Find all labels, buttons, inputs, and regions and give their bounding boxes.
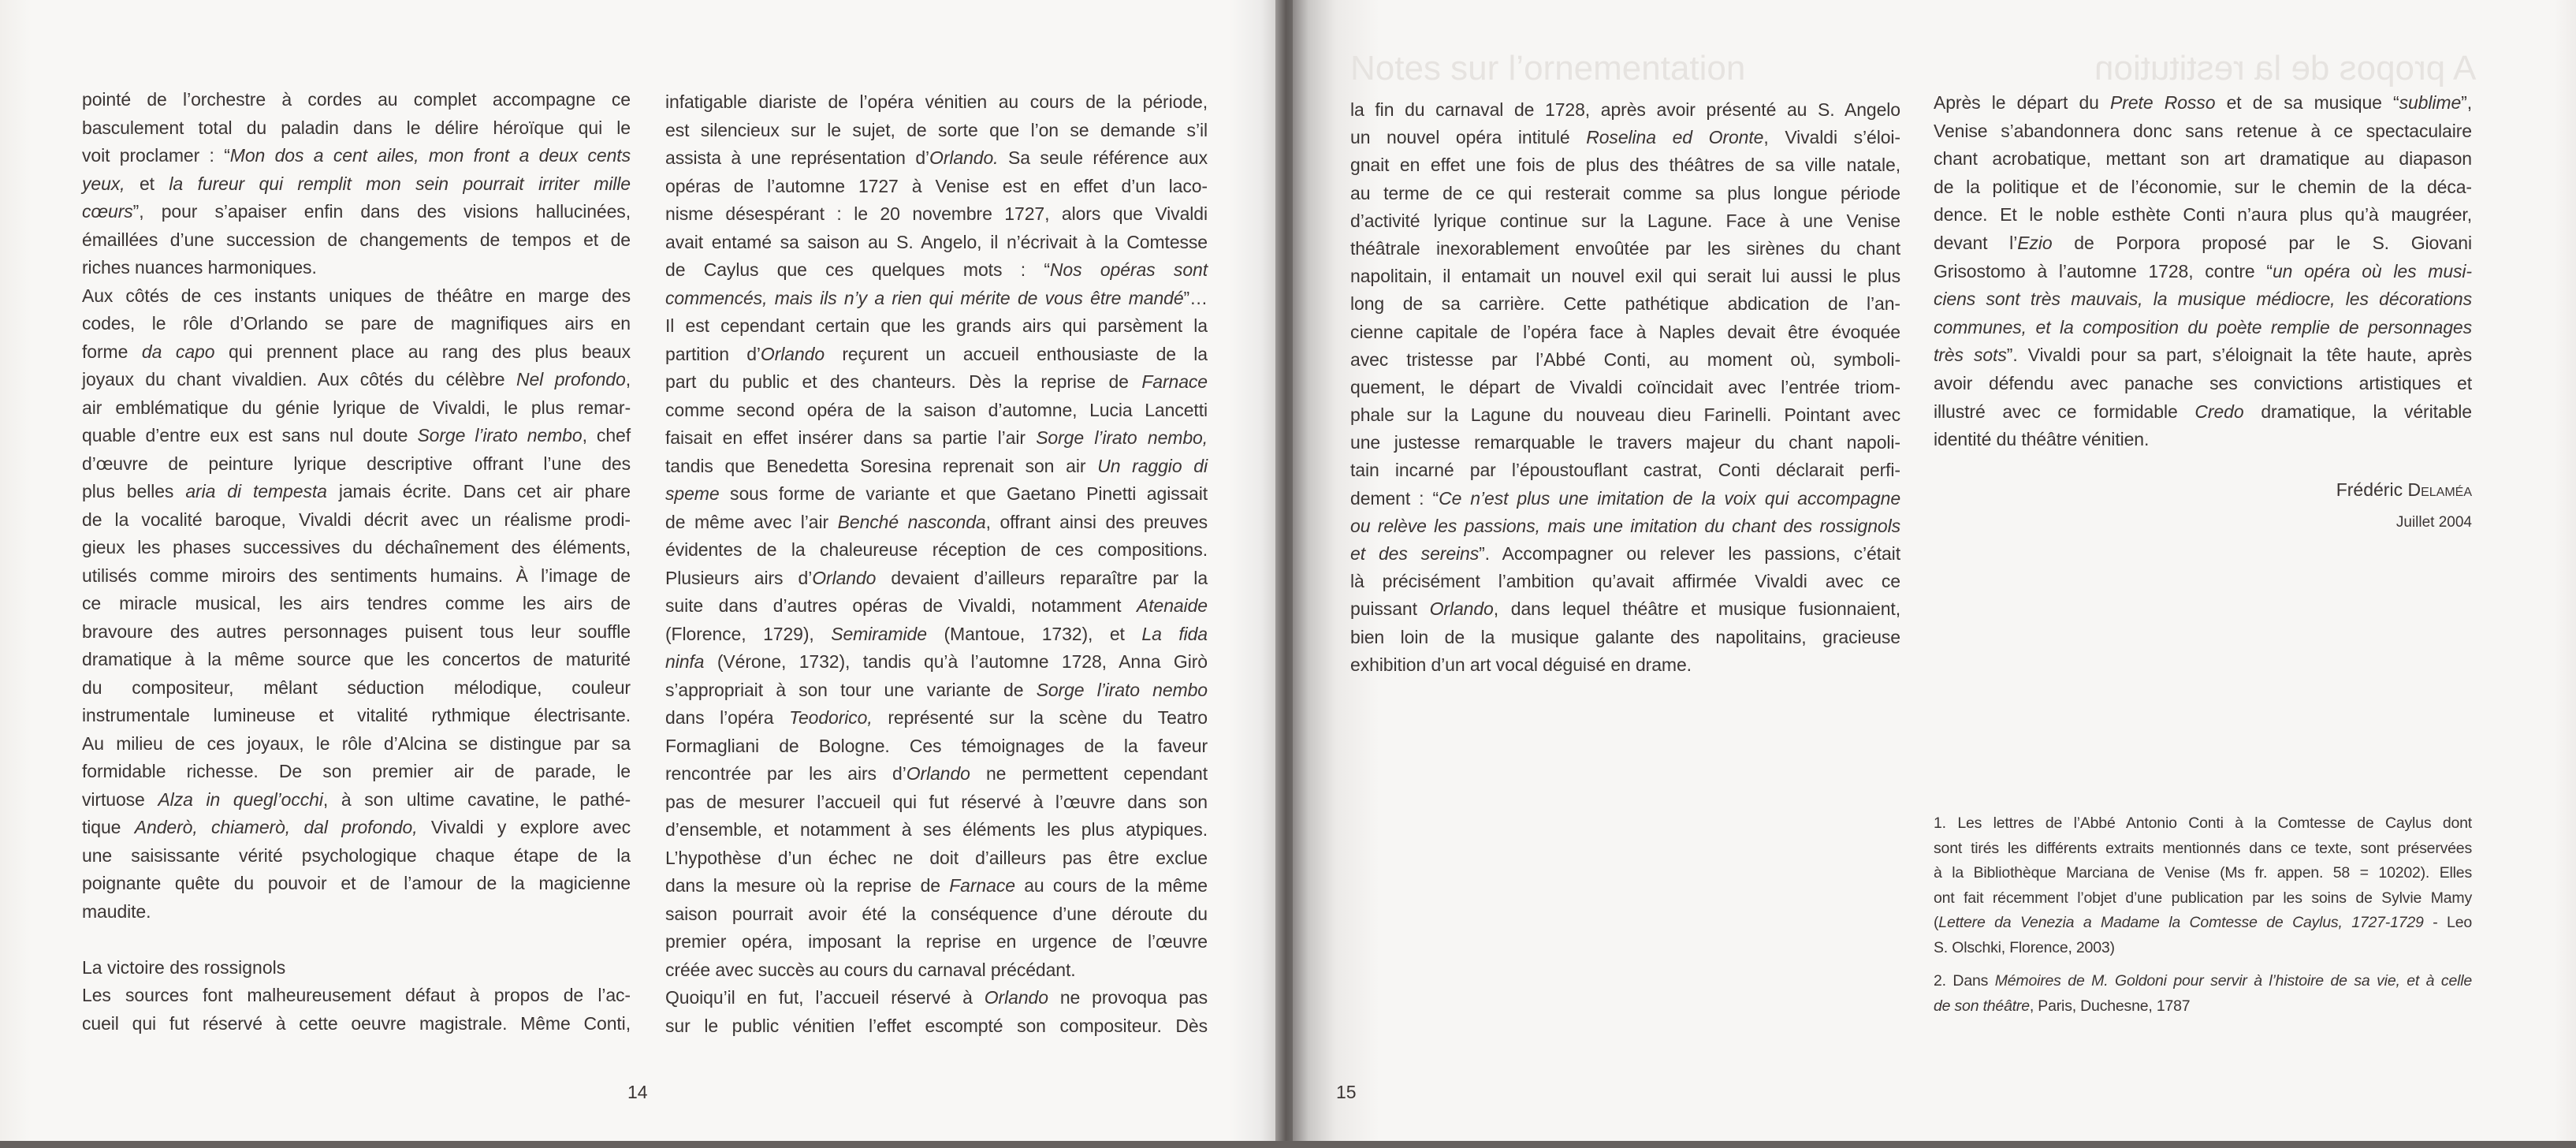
text-line bbox=[82, 366, 631, 394]
text-line bbox=[82, 114, 631, 143]
text-line bbox=[1934, 258, 2472, 286]
page-number: 15 bbox=[1336, 1082, 1357, 1102]
text-run: et bbox=[125, 173, 169, 194]
text-run: de la politique et de l’économie, sur le chemin de la déca- bbox=[1934, 176, 2472, 197]
text-run: partition d’ bbox=[665, 343, 761, 364]
italic-text-run: Orlando bbox=[760, 343, 825, 364]
text-line bbox=[665, 200, 1208, 229]
text-run: identité du théâtre vénitien. bbox=[1934, 429, 2150, 450]
text-line bbox=[82, 618, 631, 647]
text-line bbox=[82, 142, 631, 170]
text-line bbox=[1350, 401, 1900, 429]
text-run: maudite. bbox=[82, 900, 151, 922]
text-run: comme second opéra de la saison d’automne, Lucia Lancetti bbox=[665, 399, 1208, 420]
text-line bbox=[665, 88, 1208, 117]
italic-text-run: cœurs bbox=[82, 201, 133, 222]
author-signature bbox=[1934, 479, 2472, 501]
text-column-4 bbox=[1934, 89, 2472, 454]
text-line bbox=[665, 424, 1208, 453]
text-line bbox=[1350, 540, 1900, 568]
text-run: formidable richesse. De son premier air de parade, le bbox=[82, 761, 631, 781]
italic-text-run: Sorge l’irato nembo, bbox=[1036, 427, 1208, 448]
text-line bbox=[1934, 861, 2472, 886]
text-run: , Paris, Duchesne, 1787 bbox=[2029, 997, 2191, 1015]
text-line bbox=[665, 397, 1208, 425]
text-run: utilisés comme miroirs des sentiments humains. À l’image de bbox=[82, 565, 631, 586]
text-run: émaillées d’une succession de changements de tempos et de bbox=[82, 229, 631, 250]
italic-text-run: speme bbox=[665, 483, 720, 504]
italic-text-run: Orlando bbox=[984, 987, 1048, 1008]
column-1-paragraph-after-heading bbox=[82, 982, 631, 1038]
italic-text-run: un opéra où les musi- bbox=[2272, 260, 2472, 281]
text-line bbox=[1934, 370, 2472, 398]
text-line bbox=[665, 368, 1208, 397]
text-line bbox=[1350, 290, 1900, 318]
text-line bbox=[665, 704, 1208, 732]
text-run: long de sa carrière. Cette pathétique abdication de l’an- bbox=[1350, 293, 1900, 315]
text-run: d’œuvre de peinture lyrique descriptive offrant l’une des bbox=[82, 453, 631, 474]
text-line bbox=[1350, 319, 1900, 346]
text-run: ”, pour s’apaiser enfin dans des visions hallucinées, bbox=[132, 201, 631, 222]
text-run: ”, bbox=[2461, 92, 2472, 113]
text-run: tique bbox=[82, 817, 135, 837]
text-line bbox=[1934, 285, 2472, 314]
text-run: riches nuances harmoniques. bbox=[82, 257, 317, 278]
text-run: à la Bibliothèque Marciana de Venise (Ms fr. appen. 58 = 10202). Elles bbox=[1934, 864, 2472, 882]
text-line bbox=[82, 338, 631, 367]
text-run: saison pourrait avoir été la conséquence d’une déroute du bbox=[665, 903, 1208, 924]
text-run: quable d’entre eux est sans nul doute bbox=[82, 425, 418, 445]
text-run: forme bbox=[82, 341, 142, 362]
text-run: poignante quête du pouvoir et de l’amour de la magicienne bbox=[82, 873, 631, 893]
text-line bbox=[82, 814, 631, 842]
book-gutter bbox=[1275, 0, 1293, 1141]
italic-text-run: très sots bbox=[1934, 345, 2007, 366]
italic-text-run: communes, et la composition du poète remplie de personnages bbox=[1934, 316, 2472, 337]
text-run: au terme de ce qui resterait comme sa plus longue période bbox=[1350, 182, 1900, 203]
text-line bbox=[1350, 207, 1900, 235]
text-line bbox=[82, 506, 631, 535]
text-run: sous forme de variante et que Gaetano Pinetti agissait bbox=[719, 483, 1208, 504]
text-line bbox=[1934, 341, 2472, 370]
text-line bbox=[665, 984, 1208, 1012]
text-run: air emblématique du génie lyrique de Vivaldi, le plus remar- bbox=[82, 397, 631, 418]
text-column-3 bbox=[1350, 96, 1900, 679]
text-run: Sa seule référence aux bbox=[998, 147, 1208, 168]
text-line bbox=[1350, 151, 1900, 179]
text-line bbox=[82, 478, 631, 506]
text-run: 1. Les lettres de l’Abbé Antonio Conti à la Comtesse de Caylus dont bbox=[1934, 814, 2472, 832]
footnote-1 bbox=[1934, 811, 2472, 961]
text-line bbox=[665, 509, 1208, 537]
text-line bbox=[1350, 457, 1900, 484]
text-line bbox=[665, 144, 1208, 173]
text-run: , à son ultime cavatine, le pathé- bbox=[322, 788, 631, 810]
text-line bbox=[665, 173, 1208, 201]
text-line bbox=[82, 422, 631, 450]
text-run: premier opéra, imposant la reprise en urgence de l’œuvre bbox=[665, 931, 1208, 952]
text-run: ( bbox=[1934, 914, 1939, 932]
italic-text-run: Nos opéras sont bbox=[1049, 259, 1208, 280]
text-run: Après le départ du bbox=[1934, 92, 2111, 113]
text-line bbox=[1934, 994, 2472, 1019]
text-line bbox=[665, 648, 1208, 676]
italic-text-run: ninfa bbox=[665, 651, 705, 672]
text-run: ont fait récemment l’objet d’une publication par les soins de Sylvie Mamy bbox=[1934, 889, 2472, 907]
text-run: Grisostomo à l’automne 1728, contre “ bbox=[1934, 260, 2273, 281]
text-line bbox=[665, 536, 1208, 565]
text-column-2 bbox=[665, 88, 1208, 1040]
italic-text-run: Sorge l’irato nembo bbox=[1036, 679, 1208, 700]
text-run: d’ensemble, et notamment à ses éléments les plus atypiques. bbox=[665, 819, 1208, 840]
italic-text-run: Roselina ed Oronte bbox=[1586, 127, 1764, 148]
text-run: instrumentale lumineuse et vitalité rythmique électrisante. bbox=[82, 705, 631, 725]
text-line bbox=[82, 870, 631, 898]
text-line bbox=[665, 341, 1208, 369]
text-run: Formagliani de Bologne. Ces témoignages de la faveur bbox=[665, 735, 1208, 756]
show-through-heading: Notes sur l’ornementation bbox=[1350, 49, 1746, 88]
text-line bbox=[1350, 651, 1900, 679]
text-run: Plusieurs airs d’ bbox=[665, 567, 813, 588]
italic-text-run: Alza in quegl’occhi bbox=[158, 788, 323, 810]
text-line bbox=[665, 480, 1208, 509]
text-run: avait entamé sa saison au S. Angelo, il n’écrivait à la Comtesse bbox=[665, 231, 1208, 252]
text-run: du compositeur, mêlant séduction mélodique, couleur bbox=[82, 676, 631, 698]
text-run: bien loin de la musique galante des napolitains, gracieuse bbox=[1350, 626, 1900, 647]
text-run: - Leo bbox=[2423, 914, 2472, 932]
text-line bbox=[1934, 911, 2472, 936]
italic-text-run: Farnace bbox=[949, 875, 1015, 896]
text-line bbox=[1350, 624, 1900, 651]
text-run: chant acrobatique, mettant son art dramatique au diapason bbox=[1934, 148, 2472, 170]
text-column-1 bbox=[82, 86, 631, 1038]
text-run: s’appropriait à son tour une variante de bbox=[665, 679, 1037, 700]
italic-text-run: Nel profondo bbox=[516, 369, 626, 390]
text-run: créée avec succès au cours du carnaval précédant. bbox=[665, 959, 1076, 980]
text-line bbox=[1934, 811, 2472, 837]
text-run: dans la mesure où la reprise de bbox=[665, 875, 950, 896]
text-run: dramatique, la véritable bbox=[2243, 401, 2472, 422]
text-run: qui prennent place au rang des plus beaux bbox=[214, 341, 631, 362]
text-run: jamais écrite. Dans cet air phare bbox=[326, 481, 631, 501]
text-run: , chef bbox=[582, 425, 631, 445]
text-run: assista à une représentation d’ bbox=[665, 147, 930, 168]
text-run: suite dans d’autres opéras de Vivaldi, notamment bbox=[665, 595, 1137, 616]
text-run: faisait en effet insérer dans sa partie l’air bbox=[665, 427, 1037, 448]
text-run: devant l’ bbox=[1934, 232, 2018, 253]
italic-text-run: Ezio bbox=[2017, 232, 2053, 253]
text-line bbox=[1350, 429, 1900, 457]
text-run: napolitain, il entamait un nouvel exil qui serait lui aussi le plus bbox=[1350, 266, 1900, 287]
text-run: une justesse remarquable le travers majeur du chant napoli- bbox=[1350, 432, 1900, 453]
italic-text-run: Atenaide bbox=[1137, 595, 1208, 616]
italic-text-run: yeux, bbox=[82, 173, 125, 194]
text-line bbox=[1350, 96, 1900, 124]
text-run: tandis que Benedetta Soresina reprenait son air bbox=[665, 455, 1098, 476]
text-run: virtuose bbox=[82, 788, 158, 810]
italic-text-run: Mon dos a cent ailes, mon front a deux cents bbox=[229, 145, 631, 166]
text-line bbox=[82, 758, 631, 786]
text-line bbox=[82, 1010, 631, 1038]
text-run: un nouvel opéra intitulé bbox=[1350, 127, 1587, 148]
text-line bbox=[665, 788, 1208, 817]
text-line bbox=[1350, 180, 1900, 207]
text-line bbox=[1934, 145, 2472, 173]
text-line bbox=[1350, 485, 1900, 512]
text-line bbox=[1934, 936, 2472, 961]
text-line bbox=[82, 730, 631, 758]
text-run: voit proclamer : “ bbox=[82, 145, 230, 166]
text-run: exhibition d’un art vocal déguisé en drame. bbox=[1350, 654, 1692, 675]
page-number: 14 bbox=[627, 1082, 648, 1102]
text-line bbox=[1934, 886, 2472, 911]
text-line bbox=[665, 285, 1208, 313]
italic-text-run: aria di tempesta bbox=[185, 481, 327, 501]
text-line bbox=[1350, 595, 1900, 623]
text-run: ce miracle musical, les airs tendres comme les airs de bbox=[82, 593, 631, 613]
text-run: 2. Dans bbox=[1934, 972, 1995, 990]
text-line bbox=[665, 956, 1208, 985]
text-run: (Vérone, 1732), tandis qu’à l’automne 1728, Anna Girò bbox=[704, 651, 1208, 672]
italic-text-run: Orlando. bbox=[929, 147, 999, 168]
text-line bbox=[1350, 346, 1900, 374]
text-line bbox=[82, 562, 631, 591]
text-line bbox=[82, 394, 631, 423]
text-run: représenté sur la scène du Teatro bbox=[872, 707, 1208, 728]
text-run: de la vocalité baroque, Vivaldi décrit avec un réalisme prodi- bbox=[82, 509, 631, 530]
italic-text-run: Mémoires de M. Goldoni pour servir à l’histoire de sa vie, et à celle bbox=[1994, 972, 2472, 990]
italic-text-run: Ce n’est plus une imitation de la voix qui accompagne bbox=[1439, 487, 1901, 509]
text-run: gieux les phases successives du déchaînement des éléments, bbox=[82, 537, 631, 557]
text-line bbox=[1350, 235, 1900, 263]
text-run: ne permettent cependant bbox=[970, 763, 1208, 784]
text-line bbox=[665, 900, 1208, 929]
text-line bbox=[1350, 124, 1900, 151]
text-run: Les sources font malheureusement défaut à propos de l’ac- bbox=[82, 985, 631, 1005]
text-line bbox=[82, 86, 631, 114]
text-line bbox=[82, 842, 631, 870]
text-run: phale sur la Lagune du nouveau dieu Farinelli. Pointant avec bbox=[1350, 404, 1900, 426]
text-run: Vivaldi y explore avec bbox=[417, 817, 631, 837]
text-run: plus belles bbox=[82, 481, 186, 501]
italic-text-run: sublime bbox=[2399, 92, 2462, 113]
italic-text-run: Farnace bbox=[1141, 371, 1208, 392]
text-line bbox=[665, 1012, 1208, 1041]
text-line bbox=[82, 450, 631, 479]
text-run: Aux côtés de ces instants uniques de théâtre en marge des bbox=[82, 285, 631, 306]
text-line bbox=[1934, 173, 2472, 202]
text-line bbox=[665, 928, 1208, 956]
text-line bbox=[82, 254, 631, 282]
text-run: Il est cependant certain que les grands airs qui parsèment la bbox=[665, 315, 1208, 336]
text-run: L’hypothèse d’un échec ne doit d’ailleurs pas être exclue bbox=[665, 847, 1208, 868]
text-run: (Florence, 1729), bbox=[665, 623, 832, 644]
text-run: codes, le rôle d’Orlando se pare de magnifiques airs en bbox=[82, 313, 631, 334]
text-line bbox=[665, 592, 1208, 621]
text-run: une saisissante vérité psychologique chaque étape de la bbox=[82, 844, 631, 866]
text-run: ”. Vivaldi pour sa part, s’éloignait la tête haute, après bbox=[2006, 345, 2472, 366]
text-run: , bbox=[625, 369, 631, 390]
text-line bbox=[665, 816, 1208, 844]
text-run: est silencieux sur le sujet, de sorte que l’on se demande s’il bbox=[665, 119, 1208, 140]
text-run: là précisément l’ambition qu’avait affirmée Vivaldi avec ce bbox=[1350, 571, 1900, 592]
italic-text-run: La fida bbox=[1141, 623, 1208, 644]
text-line bbox=[665, 760, 1208, 788]
text-line bbox=[665, 676, 1208, 705]
text-line bbox=[1934, 314, 2472, 342]
signature-date: Juillet 2004 bbox=[2395, 514, 2472, 531]
text-run: gnait en effet une fois de plus des théâtres de sa ville natale, bbox=[1350, 155, 1900, 176]
text-run: au cours de la même bbox=[1014, 875, 1208, 896]
text-line bbox=[665, 117, 1208, 145]
text-line bbox=[665, 732, 1208, 761]
text-run: infatigable diariste de l’opéra vénitien au cours de la période, bbox=[665, 91, 1208, 112]
text-line bbox=[1934, 426, 2472, 454]
text-run: de Caylus que ces quelques mots : “ bbox=[665, 259, 1050, 280]
text-line bbox=[1934, 837, 2472, 862]
text-run: , offrant ainsi des preuves bbox=[985, 511, 1208, 532]
text-run: tain incarné par l’époustouflant castrat, Conti déclarait perfi- bbox=[1350, 460, 1900, 481]
italic-text-run: et des sereins bbox=[1350, 543, 1480, 564]
italic-text-run: Benché nasconda bbox=[837, 511, 986, 532]
italic-text-run: commencés, mais ils n’y a rien qui mérite de vous être mandé bbox=[665, 287, 1184, 308]
italic-text-run: Lettere da Venezia a Madame la Comtesse de Caylus, 1727-1729 bbox=[1938, 914, 2424, 932]
text-line bbox=[665, 453, 1208, 481]
italic-text-run: Orlando bbox=[1429, 598, 1494, 620]
italic-text-run: ou relève les passions, mais une imitation du chant des rossignols bbox=[1350, 515, 1900, 536]
italic-text-run: Orlando bbox=[906, 763, 970, 784]
text-run: dement : “ bbox=[1350, 487, 1439, 509]
text-run: Venise s’abandonnera donc sans retenue à ce spectaculaire bbox=[1934, 120, 2472, 141]
text-run: rencontrée par les airs d’ bbox=[665, 763, 906, 784]
italic-text-run: ciens sont très mauvais, la musique médiocre, les décorations bbox=[1934, 289, 2472, 310]
text-line bbox=[1934, 229, 2472, 258]
text-line bbox=[665, 844, 1208, 873]
text-run: Quoiqu’il en fut, l’accueil réservé à bbox=[665, 987, 985, 1008]
italic-text-run: Credo bbox=[2194, 401, 2244, 422]
italic-text-run: Sorge l’irato nembo bbox=[417, 425, 583, 445]
text-line bbox=[82, 198, 631, 226]
text-run: avoir défendu avec panache ses convictions artistiques et bbox=[1934, 372, 2472, 393]
text-line bbox=[1934, 201, 2472, 229]
text-run: (Mantoue, 1732), et bbox=[926, 623, 1142, 644]
text-run: nisme désespérant : le 20 novembre 1727, alors que Vivaldi bbox=[665, 203, 1208, 224]
text-line bbox=[82, 170, 631, 199]
left-page bbox=[0, 0, 1275, 1141]
text-run: pointé de l’orchestre à cordes au complet accompagne ce bbox=[82, 89, 631, 110]
text-line bbox=[1350, 374, 1900, 401]
italic-text-run: de son théâtre bbox=[1934, 997, 2030, 1015]
text-run: dence. Et le noble esthète Conti n’aura plus qu’à maugréer, bbox=[1934, 204, 2472, 226]
text-line bbox=[665, 256, 1208, 285]
author-first-name: Frédéric bbox=[2336, 479, 2408, 500]
text-line bbox=[665, 565, 1208, 593]
text-run: de même avec l’air bbox=[665, 511, 838, 532]
text-line bbox=[665, 872, 1208, 900]
italic-text-run: Un raggio di bbox=[1097, 455, 1208, 476]
text-run: joyaux du chant vivaldien. Aux côtés du célèbre bbox=[82, 369, 516, 390]
text-run: illustré avec ce formidable bbox=[1934, 401, 2195, 422]
text-run: théâtrale inexorablement envoûtée par les sirènes du chant bbox=[1350, 237, 1900, 259]
text-run: ”… bbox=[1183, 287, 1208, 308]
text-run: dans l’opéra bbox=[665, 707, 790, 728]
text-run: de Porpora proposé par le S. Giovani bbox=[2052, 232, 2472, 253]
italic-text-run: Anderò, chiamerò, dal profondo, bbox=[134, 817, 418, 837]
text-run: opéras de l’automne 1727 à Venise est en effet d’un laco- bbox=[665, 175, 1208, 196]
text-line bbox=[82, 898, 631, 926]
text-line bbox=[1934, 969, 2472, 994]
italic-text-run: da capo bbox=[141, 341, 215, 362]
text-run: évidentes de la chaleureuse réception de ces compositions. bbox=[665, 539, 1208, 560]
text-run: la fin du carnaval de 1728, après avoir présenté au S. Angelo bbox=[1350, 99, 1900, 120]
text-run: d’activité lyrique continue sur la Lagune. Face à une Venise bbox=[1350, 210, 1900, 231]
text-line bbox=[1934, 89, 2472, 117]
italic-text-run: Prete Rosso bbox=[2110, 92, 2216, 113]
text-line bbox=[82, 982, 631, 1010]
italic-text-run: Semiramide bbox=[831, 623, 927, 644]
text-run: part du public et des chanteurs. Dès la reprise de bbox=[665, 371, 1142, 392]
text-run: dramatique à la même source que les concertos de maturité bbox=[82, 649, 631, 669]
text-run: cueil qui fut réservé à cette oeuvre magistrale. Même Conti, bbox=[82, 1012, 631, 1034]
text-line bbox=[82, 310, 631, 338]
text-line bbox=[82, 590, 631, 618]
text-run: sur le public vénitien l’effet escompté son compositeur. Dès bbox=[665, 1015, 1208, 1036]
text-run: , dans lequel théâtre et musique fusionnaient, bbox=[1493, 598, 1900, 620]
text-run: , Vivaldi s’éloi- bbox=[1763, 127, 1900, 148]
text-line bbox=[82, 534, 631, 562]
text-run: pas de mesurer l’accueil qui fut réservé à l’œuvre dans son bbox=[665, 791, 1208, 812]
text-run: et de sa musique “ bbox=[2215, 92, 2399, 113]
text-run: basculement total du paladin dans le délire héroïque qui le bbox=[82, 117, 631, 138]
text-line bbox=[82, 786, 631, 814]
text-run: quement, le départ de Vivaldi coïncidait avec l’entrée triom- bbox=[1350, 376, 1900, 397]
italic-text-run: Teodorico, bbox=[789, 707, 873, 728]
text-line bbox=[1350, 512, 1900, 540]
text-run: ne provoqua pas bbox=[1048, 987, 1208, 1008]
italic-text-run: Orlando bbox=[812, 567, 877, 588]
section-subheading: La victoire des rossignols bbox=[82, 956, 286, 978]
author-last-name: Delaméa bbox=[2407, 479, 2472, 500]
show-through-heading-mirrored: A propos de la restitution bbox=[2094, 49, 2477, 88]
text-run: ”. Accompagner ou relever les passions, c’était bbox=[1479, 543, 1900, 564]
text-line bbox=[1934, 117, 2472, 146]
text-line bbox=[1934, 398, 2472, 427]
footnote-2 bbox=[1934, 969, 2472, 1019]
text-run: reçurent un accueil enthousiaste de la bbox=[825, 343, 1208, 364]
text-run: avec tristesse par l’Abbé Conti, au moment où, symboli- bbox=[1350, 348, 1900, 370]
text-run: sont tirés les différents extraits mentionnés dans ce texte, sont préservées bbox=[1934, 839, 2472, 857]
text-line bbox=[82, 674, 631, 703]
text-line bbox=[82, 702, 631, 730]
column-1-paragraphs bbox=[82, 86, 631, 926]
text-line bbox=[665, 621, 1208, 649]
text-run: cienne capitale de l’opéra face à Naples devait être évoquée bbox=[1350, 321, 1900, 342]
text-line bbox=[82, 282, 631, 311]
italic-text-run: la fureur qui remplit mon sein pourrait irriter mille bbox=[169, 173, 631, 194]
text-line bbox=[82, 646, 631, 674]
text-run: Au milieu de ces joyaux, le rôle d’Alcina se distingue par sa bbox=[82, 732, 631, 754]
text-line bbox=[665, 229, 1208, 257]
text-line bbox=[1350, 568, 1900, 595]
text-run: devaient d’ailleurs reparaître par la bbox=[876, 567, 1208, 588]
text-line bbox=[1350, 263, 1900, 290]
text-run: S. Olschki, Florence, 2003) bbox=[1934, 938, 2115, 956]
text-line bbox=[82, 226, 631, 255]
text-run: puissant bbox=[1350, 598, 1430, 620]
text-line bbox=[665, 312, 1208, 341]
text-run: bravoure des autres personnages puisent tous leur souffle bbox=[82, 621, 631, 642]
